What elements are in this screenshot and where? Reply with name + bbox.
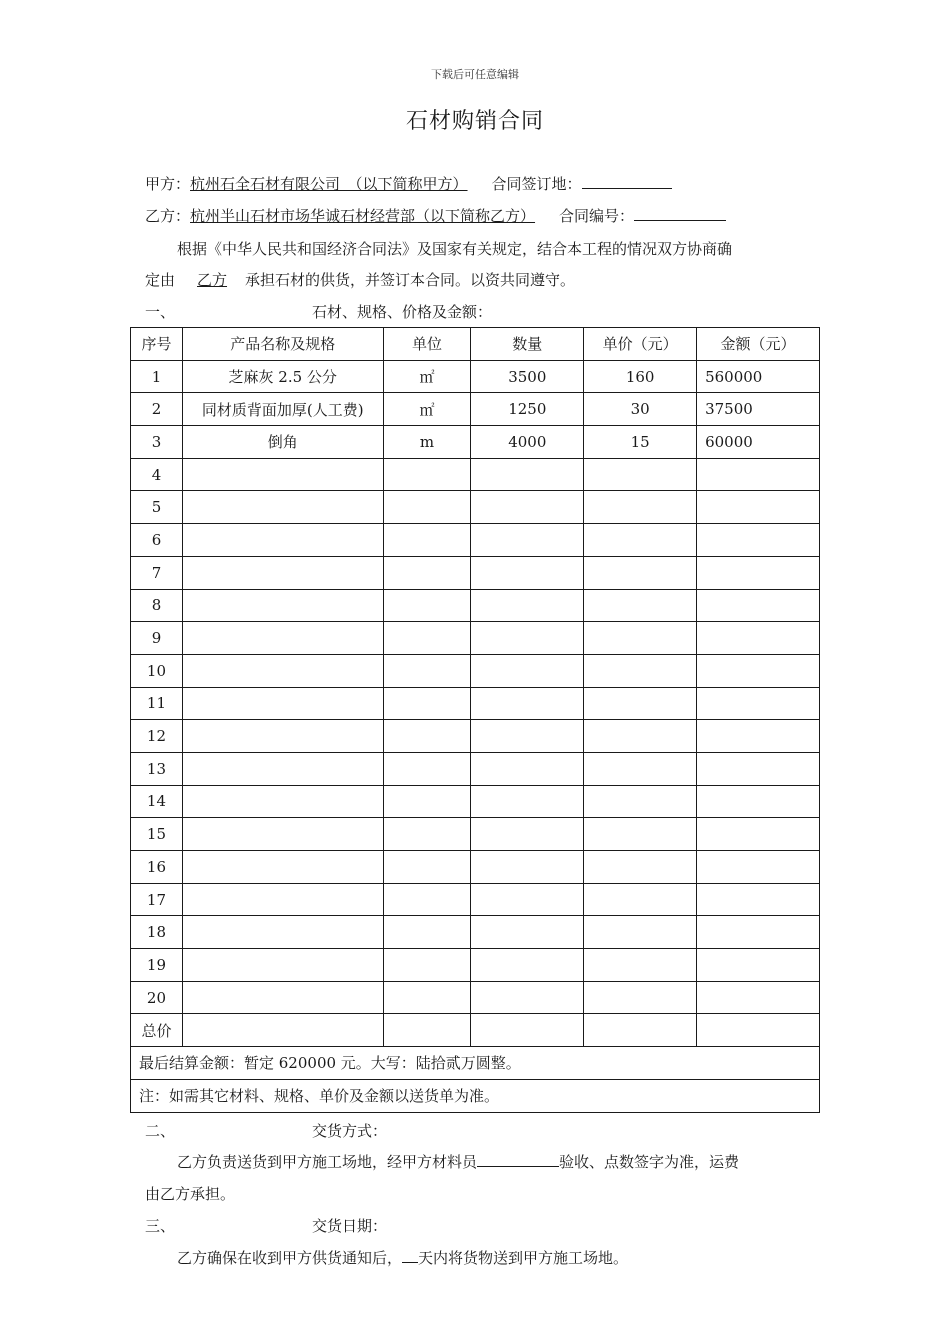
table-row bbox=[131, 851, 820, 884]
cell-quantity bbox=[471, 458, 584, 491]
table-row bbox=[131, 654, 820, 687]
cell-unit-price bbox=[584, 752, 697, 785]
cell-unit: m bbox=[383, 426, 471, 459]
cell-unit bbox=[383, 981, 471, 1014]
cell-index: 17 bbox=[131, 883, 183, 916]
cell-index: 3 bbox=[131, 426, 183, 459]
cell-quantity bbox=[471, 752, 584, 785]
contract-number-blank bbox=[634, 206, 726, 221]
cell-unit-price bbox=[584, 785, 697, 818]
cell-amount bbox=[697, 752, 820, 785]
cell-index: 11 bbox=[131, 687, 183, 720]
cell-unit-price bbox=[584, 1014, 697, 1047]
cell-amount bbox=[697, 1014, 820, 1047]
section-1-heading bbox=[145, 302, 493, 322]
table-row bbox=[131, 752, 820, 785]
cell-amount bbox=[697, 491, 820, 524]
cell-product bbox=[182, 949, 383, 982]
contract-place-label: 合同签订地： bbox=[491, 175, 582, 193]
table-row bbox=[131, 981, 820, 1014]
cell-amount bbox=[697, 949, 820, 982]
delivery-text-start: 乙方负责送货到甲方施工场地，经甲方材料员 bbox=[177, 1153, 478, 1171]
cell-product bbox=[182, 622, 383, 655]
cell-unit bbox=[383, 752, 471, 785]
cell-amount bbox=[697, 851, 820, 884]
cell-quantity bbox=[471, 818, 584, 851]
cell-product bbox=[182, 458, 383, 491]
delivery-date-text-end: 天内将货物送到甲方施工场地。 bbox=[418, 1249, 629, 1267]
table-row bbox=[131, 949, 820, 982]
intro-line-2 bbox=[145, 270, 575, 290]
table-row bbox=[131, 883, 820, 916]
cell-unit bbox=[383, 883, 471, 916]
table-row bbox=[131, 491, 820, 524]
cell-amount bbox=[697, 622, 820, 655]
cell-quantity bbox=[471, 851, 584, 884]
table-row bbox=[131, 393, 820, 426]
header-quantity: 数量 bbox=[471, 328, 584, 361]
cell-quantity: 3500 bbox=[471, 360, 584, 393]
cell-amount bbox=[697, 916, 820, 949]
cell-product bbox=[182, 524, 383, 557]
cell-quantity bbox=[471, 949, 584, 982]
cell-quantity: 4000 bbox=[471, 426, 584, 459]
cell-unit-price: 15 bbox=[584, 426, 697, 459]
cell-unit bbox=[383, 818, 471, 851]
cell-amount bbox=[697, 818, 820, 851]
cell-unit: ㎡ bbox=[383, 393, 471, 426]
table-header-row bbox=[131, 328, 820, 361]
cell-quantity bbox=[471, 687, 584, 720]
intro-line-2-start: 定由 bbox=[145, 271, 176, 289]
cell-amount bbox=[697, 687, 820, 720]
cell-index: 2 bbox=[131, 393, 183, 426]
table-row bbox=[131, 458, 820, 491]
cell-quantity bbox=[471, 491, 584, 524]
cell-index: 20 bbox=[131, 981, 183, 1014]
cell-quantity bbox=[471, 622, 584, 655]
cell-product bbox=[182, 1014, 383, 1047]
section-2-line-2: 由乙方承担。 bbox=[145, 1185, 236, 1203]
cell-amount: 37500 bbox=[697, 393, 820, 426]
cell-unit-price: 160 bbox=[584, 360, 697, 393]
cell-index: 1 bbox=[131, 360, 183, 393]
cell-unit bbox=[383, 589, 471, 622]
note-row bbox=[131, 1079, 820, 1112]
cell-unit: ㎡ bbox=[383, 360, 471, 393]
cell-index: 13 bbox=[131, 752, 183, 785]
cell-unit-price bbox=[584, 949, 697, 982]
table-row bbox=[131, 1014, 820, 1047]
document-title: 石材购销合同 bbox=[405, 109, 544, 134]
cell-product: 同材质背面加厚(人工费) bbox=[182, 393, 383, 426]
cell-unit-price bbox=[584, 622, 697, 655]
table-row bbox=[131, 720, 820, 753]
cell-index: 4 bbox=[131, 458, 183, 491]
cell-unit-price bbox=[584, 524, 697, 557]
header-unit: 单位 bbox=[383, 328, 471, 361]
price-table bbox=[130, 327, 820, 1113]
table-row bbox=[131, 622, 820, 655]
table-row bbox=[131, 556, 820, 589]
section-2-line-1 bbox=[177, 1152, 739, 1172]
cell-product bbox=[182, 720, 383, 753]
cell-unit-price bbox=[584, 720, 697, 753]
cell-index: 19 bbox=[131, 949, 183, 982]
cell-unit bbox=[383, 1014, 471, 1047]
cell-index: 7 bbox=[131, 556, 183, 589]
cell-unit-price bbox=[584, 916, 697, 949]
cell-quantity bbox=[471, 916, 584, 949]
section-1-number: 一、 bbox=[145, 303, 176, 321]
delivery-text-end: 验收、点数签字为准，运费 bbox=[559, 1153, 740, 1171]
table-row bbox=[131, 785, 820, 818]
cell-unit bbox=[383, 916, 471, 949]
cell-unit-price bbox=[584, 491, 697, 524]
section-2-title: 交货方式： bbox=[312, 1122, 388, 1140]
cell-product bbox=[182, 654, 383, 687]
header-unit-price: 单价（元） bbox=[584, 328, 697, 361]
cell-quantity: 1250 bbox=[471, 393, 584, 426]
cell-index: 16 bbox=[131, 851, 183, 884]
table-note-text: 注：如需其它材料、规格、单价及金额以送货单为准。 bbox=[131, 1079, 820, 1112]
cell-quantity bbox=[471, 785, 584, 818]
cell-unit bbox=[383, 524, 471, 557]
cell-amount bbox=[697, 883, 820, 916]
cell-amount bbox=[697, 785, 820, 818]
intro-line-2-end: 承担石材的供货，并签订本合同。以资共同遵守。 bbox=[245, 271, 576, 289]
table-row bbox=[131, 524, 820, 557]
table-row bbox=[131, 916, 820, 949]
cell-index: 12 bbox=[131, 720, 183, 753]
cell-unit bbox=[383, 622, 471, 655]
cell-unit-price bbox=[584, 556, 697, 589]
contract-number-label: 合同编号： bbox=[559, 207, 635, 225]
final-amount-text: 最后结算金额：暂定 620000 元。大写：陆拾贰万圆整。 bbox=[131, 1047, 820, 1080]
delivery-date-text-start: 乙方确保在收到甲方供货通知后， bbox=[177, 1249, 403, 1267]
cell-index: 9 bbox=[131, 622, 183, 655]
table-row bbox=[131, 818, 820, 851]
party-b-name: 杭州半山石材市场华诚石材经营部（以下简称乙方） bbox=[190, 207, 536, 225]
cell-quantity bbox=[471, 981, 584, 1014]
party-a-line bbox=[145, 174, 672, 194]
section-3-title: 交货日期： bbox=[312, 1217, 388, 1235]
cell-index: 10 bbox=[131, 654, 183, 687]
cell-amount bbox=[697, 981, 820, 1014]
cell-product bbox=[182, 851, 383, 884]
cell-amount: 60000 bbox=[697, 426, 820, 459]
material-clerk-blank bbox=[477, 1152, 559, 1167]
section-3-number: 三、 bbox=[145, 1217, 176, 1235]
cell-quantity bbox=[471, 720, 584, 753]
cell-amount bbox=[697, 720, 820, 753]
cell-unit-price bbox=[584, 981, 697, 1014]
table-row bbox=[131, 589, 820, 622]
contract-place-blank bbox=[582, 174, 672, 189]
cell-product: 倒角 bbox=[182, 426, 383, 459]
cell-product bbox=[182, 589, 383, 622]
party-b-line bbox=[145, 206, 726, 226]
cell-index: 总价 bbox=[131, 1014, 183, 1047]
cell-unit-price bbox=[584, 589, 697, 622]
cell-unit-price bbox=[584, 654, 697, 687]
cell-amount bbox=[697, 556, 820, 589]
cell-product bbox=[182, 818, 383, 851]
table-row bbox=[131, 426, 820, 459]
cell-product bbox=[182, 556, 383, 589]
section-2-number: 二、 bbox=[145, 1122, 176, 1140]
cell-amount bbox=[697, 589, 820, 622]
header-amount: 金额（元） bbox=[697, 328, 820, 361]
table-row bbox=[131, 687, 820, 720]
cell-quantity bbox=[471, 589, 584, 622]
cell-unit bbox=[383, 491, 471, 524]
section-1-title: 石材、规格、价格及金额： bbox=[312, 303, 493, 321]
cell-quantity bbox=[471, 1014, 584, 1047]
cell-unit-price bbox=[584, 883, 697, 916]
days-blank bbox=[402, 1248, 418, 1263]
cell-index: 14 bbox=[131, 785, 183, 818]
party-b-label: 乙方： bbox=[145, 207, 191, 225]
cell-unit-price bbox=[584, 687, 697, 720]
cell-amount: 560000 bbox=[697, 360, 820, 393]
cell-product bbox=[182, 752, 383, 785]
cell-unit bbox=[383, 851, 471, 884]
cell-index: 18 bbox=[131, 916, 183, 949]
cell-product: 芝麻灰 2.5 公分 bbox=[182, 360, 383, 393]
cell-unit-price bbox=[584, 458, 697, 491]
table-row bbox=[131, 360, 820, 393]
cell-index: 15 bbox=[131, 818, 183, 851]
cell-unit-price bbox=[584, 851, 697, 884]
section-2-heading bbox=[145, 1121, 388, 1141]
section-3-line-1 bbox=[177, 1248, 628, 1268]
cell-unit bbox=[383, 556, 471, 589]
cell-product bbox=[182, 687, 383, 720]
cell-product bbox=[182, 916, 383, 949]
cell-unit-price bbox=[584, 818, 697, 851]
section-3-heading bbox=[145, 1216, 388, 1236]
cell-amount bbox=[697, 458, 820, 491]
cell-quantity bbox=[471, 524, 584, 557]
party-a-name: 杭州石全石材有限公司 （以下简称甲方） bbox=[190, 175, 468, 193]
cell-unit bbox=[383, 654, 471, 687]
cell-quantity bbox=[471, 654, 584, 687]
header-product: 产品名称及规格 bbox=[182, 328, 383, 361]
cell-quantity bbox=[471, 883, 584, 916]
cell-amount bbox=[697, 654, 820, 687]
cell-product bbox=[182, 785, 383, 818]
page-header-note: 下载后可任意编辑 bbox=[431, 68, 519, 81]
cell-unit bbox=[383, 720, 471, 753]
cell-index: 8 bbox=[131, 589, 183, 622]
intro-party: 乙方 bbox=[197, 271, 228, 289]
cell-product bbox=[182, 883, 383, 916]
intro-line-1: 根据《中华人民共和国经济合同法》及国家有关规定，结合本工程的情况双方协商确 bbox=[177, 240, 733, 258]
cell-product bbox=[182, 981, 383, 1014]
final-amount-row bbox=[131, 1047, 820, 1080]
cell-index: 5 bbox=[131, 491, 183, 524]
cell-amount bbox=[697, 524, 820, 557]
cell-unit bbox=[383, 785, 471, 818]
cell-unit-price: 30 bbox=[584, 393, 697, 426]
cell-unit bbox=[383, 458, 471, 491]
cell-unit bbox=[383, 687, 471, 720]
cell-index: 6 bbox=[131, 524, 183, 557]
cell-unit bbox=[383, 949, 471, 982]
cell-product bbox=[182, 491, 383, 524]
cell-quantity bbox=[471, 556, 584, 589]
party-a-label: 甲方： bbox=[145, 175, 191, 193]
header-index: 序号 bbox=[131, 328, 183, 361]
